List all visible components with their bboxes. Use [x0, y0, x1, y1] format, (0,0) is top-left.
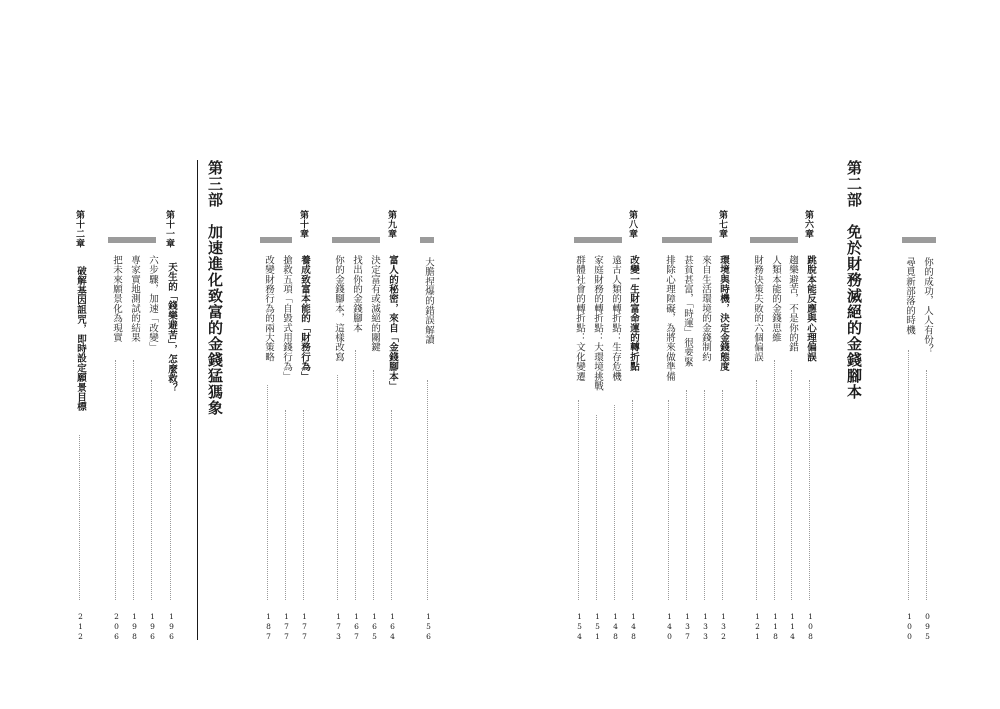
dot-leader [355, 350, 356, 600]
page-number: 137 [683, 612, 692, 642]
chapter-title: 跳脫本能反應與心理偏誤 [805, 255, 816, 362]
toc-entry-title: 專家實地測試的結果 [129, 255, 140, 343]
section-bar [902, 237, 936, 243]
chapter-title: 富人的秘密，來自「金錢腳本」 [387, 255, 398, 391]
chapter-title: 改變一生財富命運的轉折點 [628, 255, 639, 372]
toc-entry-title: 甚貧甚富，「時運」很要緊 [682, 255, 693, 367]
page-number: 196 [148, 612, 157, 642]
chapter-label: 第八章 [627, 210, 637, 239]
page-number: 118 [771, 612, 780, 642]
dot-leader [686, 390, 687, 600]
right-page [500, 0, 1000, 709]
toc-entry-title: 決定富有或滅絕的關鍵 [369, 255, 380, 352]
page-number: 100 [905, 612, 914, 642]
page-number: 140 [665, 612, 674, 642]
toc-entry-title: 六步驟，加速「改變」 [147, 255, 158, 352]
dot-leader [668, 400, 669, 600]
toc-entry-title: 大膽捏爆的錯誤解讀 [423, 257, 434, 345]
chapter-title: 天生的「錢樂避苦」，怎麼救？ [166, 262, 177, 394]
dot-leader [791, 370, 792, 600]
dot-leader [756, 380, 757, 600]
chapter-bar [108, 237, 156, 243]
chapter-bar [662, 237, 712, 243]
page-number: 187 [264, 612, 273, 642]
toc-entry-title: 找出你的金錢腳本 [351, 255, 362, 333]
part-title: 第三部 加速進化致富的金錢猛獁象 [206, 160, 224, 416]
chapter-bar [750, 237, 798, 243]
dot-leader [427, 380, 428, 600]
chapter-title: 養成致富本能的「財務行為」 [299, 255, 310, 382]
toc-entry-title: 來自生活環境的金錢制約 [700, 255, 711, 362]
page-number: 148 [629, 612, 638, 642]
dot-leader [908, 350, 909, 600]
dot-leader [115, 360, 116, 600]
dot-leader [79, 435, 80, 600]
toc-entry-title: 你的金錢腳本，這樣改寫 [333, 255, 344, 362]
page-number: 165 [370, 612, 379, 642]
chapter-title: 破解基因詛咒，即時設定願景目標 [75, 266, 86, 412]
chapter-label: 第七章 [717, 210, 727, 239]
toc-entry-title: 搶救五項「自毀式用錢行為」 [281, 255, 292, 382]
chapter-label: 第十二章 [74, 210, 84, 248]
toc-entry-title: 人類本能的金錢思維 [770, 255, 781, 343]
chapter-label: 第九章 [386, 210, 396, 239]
part-title: 第二部 免於財務滅絕的金錢腳本 [845, 160, 863, 400]
toc-entry-title: 家庭財務的轉折點：大環境挑戰 [592, 255, 603, 391]
toc-entry-title: 趨樂避苦，不是你的錯 [787, 255, 798, 352]
page-number: 108 [806, 612, 815, 642]
dot-leader [391, 410, 392, 600]
toc-entry-title: 把未來願景化為現實 [111, 255, 122, 343]
page-number: 133 [701, 612, 710, 642]
toc-entry-title: 尋覓新部落的時機 [904, 257, 915, 335]
page-number: 164 [388, 612, 397, 642]
dot-leader [722, 390, 723, 600]
page-number: 148 [611, 612, 620, 642]
page-number: 156 [424, 612, 433, 642]
dot-leader [809, 380, 810, 600]
dot-leader [632, 400, 633, 600]
page-number: 114 [788, 612, 797, 642]
dot-leader [926, 370, 927, 600]
toc-entry-title: 排除心理障礙，為將來做準備 [664, 255, 675, 382]
dot-leader [614, 405, 615, 600]
section-bar [420, 237, 434, 243]
chapter-title: 環境與時機，決定金錢態度 [718, 255, 729, 372]
page-number: 154 [575, 612, 584, 642]
dot-leader [170, 420, 171, 600]
page-number: 212 [76, 612, 85, 642]
chapter-label: 第十章 [298, 210, 308, 239]
dot-leader [133, 360, 134, 600]
dot-leader [267, 385, 268, 600]
page-number: 206 [112, 612, 121, 642]
toc-entry-title: 你的成功，人人有份？ [922, 257, 933, 354]
page-number: 151 [593, 612, 602, 642]
dot-leader [774, 360, 775, 600]
page-number: 132 [719, 612, 728, 642]
page-number: 095 [923, 612, 932, 642]
column-divider [197, 160, 198, 640]
page-number: 177 [282, 612, 291, 642]
page-number: 196 [167, 612, 176, 642]
page-number: 198 [130, 612, 139, 642]
dot-leader [151, 380, 152, 600]
dot-leader [337, 375, 338, 600]
dot-leader [285, 410, 286, 600]
toc-entry-title: 財務決策失敗的六個偏誤 [752, 255, 763, 362]
page-number: 121 [753, 612, 762, 642]
toc-entry-title: 改變財務行為的兩大策略 [263, 255, 274, 362]
chapter-label: 第十一章 [164, 210, 174, 248]
dot-leader [373, 370, 374, 600]
page-number: 173 [334, 612, 343, 642]
chapter-label: 第六章 [803, 210, 813, 239]
dot-leader [596, 415, 597, 600]
page-number: 177 [300, 612, 309, 642]
toc-entry-title: 群體社會的轉折點：文化變遷 [574, 255, 585, 382]
dot-leader [704, 390, 705, 600]
chapter-bar [260, 237, 292, 243]
chapter-bar [574, 237, 622, 243]
chapter-bar [332, 237, 380, 243]
dot-leader [303, 410, 304, 600]
toc-entry-title: 遠古人類的轉折點：生存危機 [610, 255, 621, 382]
page-number: 167 [352, 612, 361, 642]
dot-leader [578, 400, 579, 600]
